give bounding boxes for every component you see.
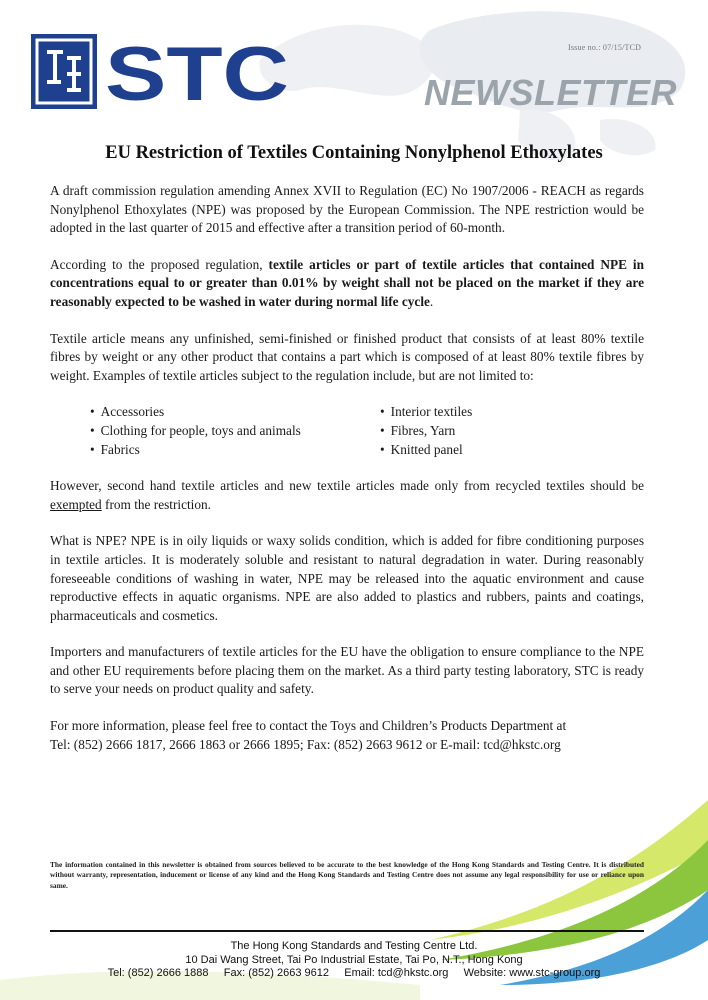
- logo-wordmark: STC: [105, 34, 289, 109]
- disclaimer: The information contained in this newsletter is obtained from sources believed to be accurate to the best knowledge of the Hong Kong Standards and Testing Centre. It is distributed without warranty, representation, inducement or license of any kind and the Hong Kong Standards and Testing Centre does not assume any legal responsibility for use or reliance upon same.: [50, 860, 644, 890]
- contact-info: [50, 717, 644, 754]
- paragraph-obligation: Importers and manufacturers of textile articles for the EU have the obligation to ensure compliance to the NPE and other EU requirements before placing them on the market. As a third party testing laboratory, STC is ready to serve your needs on product quality and safety.: [50, 644, 644, 697]
- newsletter-label: NEWSLETTER: [424, 72, 677, 113]
- stc-logo: [31, 34, 291, 109]
- paragraph-intro: A draft commission regulation amending Annex XVII to Regulation (EC) No 1907/2006 - REACH as regards Nonylphenol Ethoxylates (NPE) was proposed by the European Commission. The NPE restriction would be adopted in the last quarter of 2015 and effective after a transition period of 60-month.: [50, 183, 644, 236]
- footer: [0, 940, 708, 981]
- issue-number: Issue no.: 07/15/TCD: [568, 43, 642, 52]
- list-item: • Fibres, Yarn: [380, 422, 472, 441]
- footer-address: 10 Dai Wang Street, Tai Po Industrial Estate, Tai Po, N.T., Hong Kong: [185, 953, 523, 966]
- footer-divider: [50, 930, 644, 932]
- exempted-term: exempted: [50, 496, 102, 512]
- list-item: • Accessories: [90, 403, 380, 422]
- examples-list: [90, 403, 644, 459]
- paragraph-exemption: However, second hand textile articles and new textile articles made only from recycled textiles should be exempted from the restriction.: [50, 478, 644, 512]
- list-item: • Knitted panel: [380, 441, 472, 460]
- footer-contacts: Tel: (852) 2666 1888 Fax: (852) 2663 9612 Email: tcd@hkstc.org Website: www.stc-group.org: [107, 967, 601, 979]
- contact-details: Tel: (852) 2666 1817, 2666 1863 or 2666 1895; Fax: (852) 2663 9612 or E-mail: tcd@hkstc.org: [50, 736, 561, 752]
- list-item: • Interior textiles: [380, 403, 472, 422]
- paragraph-npe: What is NPE? NPE is in oily liquids or waxy solids condition, which is added for fibre conditioning purposes in textile articles. It is moderately soluble and resistant to natural degradation in water. During reasonably foreseeable conditions of washing in water, NPE may be released into the aquatic environment and cause reproductive effects in aquatic organisms. NPE are also added to plastics and rubbers, paints and coatings, pharmaceuticals and cosmetics.: [50, 533, 644, 623]
- page-title: EU Restriction of Textiles Containing Nonylphenol Ethoxylates: [105, 143, 603, 163]
- article-body: [50, 182, 644, 754]
- paragraph-regulation: According to the proposed regulation, textile articles or part of textile articles that contained NPE in concentrations equal to or greater than 0.01% by weight shall not be placed on the market if they are reasonably expected to be washed in water during normal life cycle.: [50, 256, 644, 309]
- paragraph-definition: Textile article means any unfinished, semi-finished or finished product that consists of at least 80% textile fibres by weight or any other product that contains a part which is composed of at least 80% textile fibres by weight. Examples of textile articles subject to the regulation include, but are not limited to:: [50, 330, 644, 383]
- footer-org: The Hong Kong Standards and Testing Centre Ltd.: [230, 940, 478, 952]
- list-item: • Fabrics: [90, 441, 380, 460]
- regulation-requirement: textile articles or part of textile articles that contained NPE in concentrations equal to or greater than 0.01% by weight shall not be placed on the market if they are reasonably expected to be washed in water during normal life cycle: [50, 256, 644, 309]
- contact-line: For more information, please feel free to contact the Toys and Children’s Products Department at: [50, 718, 567, 734]
- list-item: • Clothing for people, toys and animals: [90, 422, 380, 441]
